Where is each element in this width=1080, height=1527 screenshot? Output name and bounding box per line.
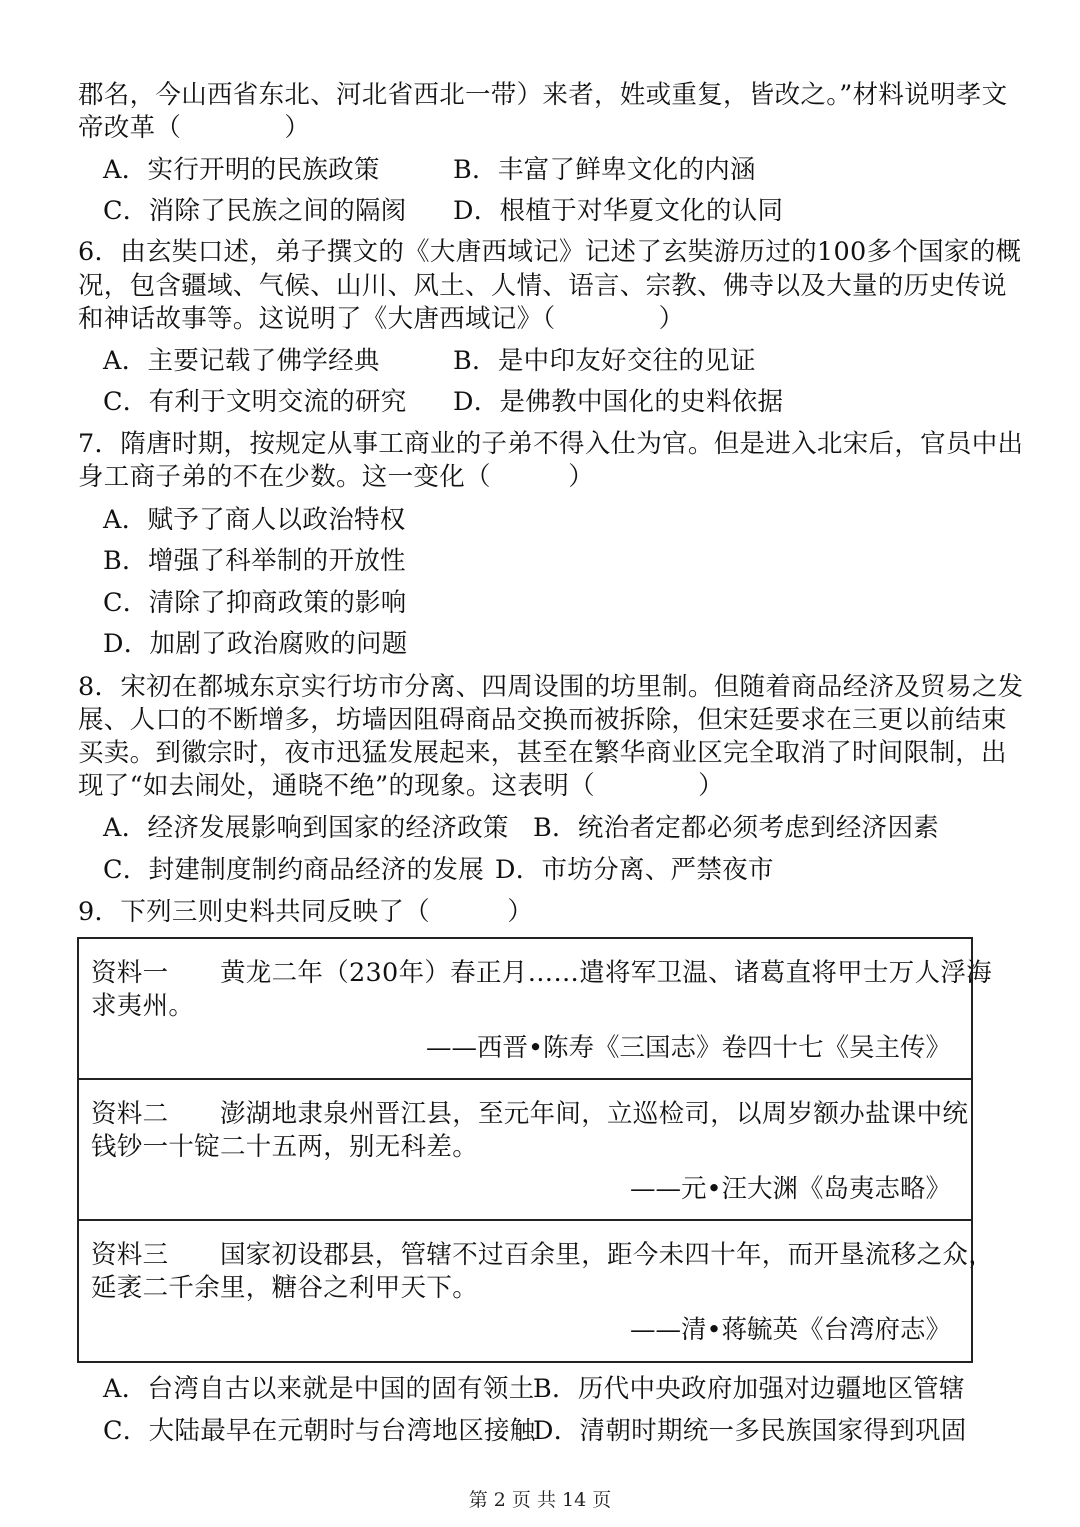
q7-option-c: C．清除了抑商政策的影响	[103, 588, 407, 618]
q5-option-a: A．实行开明的民族政策	[103, 155, 380, 185]
q9-source-3-line-2: 延袤二千余里，糖谷之利甲天下。	[91, 1273, 479, 1303]
q8-option-d: D．市坊分离、严禁夜市	[495, 855, 774, 885]
q9-source-1-line-2: 求夷州。	[91, 991, 195, 1021]
q9-source-3	[79, 1221, 995, 1361]
q8-stem-line-3: 买卖。到徽宗时，夜市迅猛发展起来，甚至在繁华商业区完全取消了时间限制，出	[78, 738, 1007, 768]
q6-stem-line-2: 况，包含疆域、气候、山川、风土、人情、语言、宗教、佛寺以及大量的历史传说	[78, 271, 1007, 301]
q9-source-1-line-1: 资料一 黄龙二年（230年）春正月……遣将军卫温、诸葛直将甲士万人浮海	[91, 958, 992, 988]
q9-option-d: D．清朝时期统一多民族国家得到巩固	[533, 1416, 967, 1446]
q8-stem-line-4: 现了“如去闹处，通晓不绝”的现象。这表明（ ）	[78, 771, 724, 801]
q9-source-1-citation: ——西晋•陈寿《三国志》卷四十七《吴主传》	[425, 1033, 951, 1063]
q5-option-b: B．丰富了鲜卑文化的内涵	[453, 155, 756, 185]
q9-sources-table	[77, 937, 995, 1363]
q9-source-2-line-1: 资料二 澎湖地隶泉州晋江县，至元年间，立巡检司，以周岁额办盐课中统	[91, 1099, 969, 1129]
q9-source-3-line-1: 资料三 国家初设郡县，管辖不过百余里，距今未四十年，而开垦流移之众，	[91, 1240, 995, 1270]
q6-stem-line-1: 6．由玄奘口述，弟子撰文的《大唐西域记》记述了玄奘游历过的100多个国家的概	[78, 237, 1022, 267]
q9-option-b: B．历代中央政府加强对边疆地区管辖	[533, 1374, 965, 1404]
q9-option-c: C．大陆最早在元朝时与台湾地区接触	[103, 1416, 536, 1446]
q5-option-d: D．根植于对华夏文化的认同	[453, 196, 784, 226]
q7-option-d: D．加剧了政治腐败的问题	[103, 629, 408, 659]
q6-option-a: A．主要记载了佛学经典	[103, 346, 380, 376]
q5-option-c: C．消除了民族之间的隔阂	[103, 196, 407, 226]
q9-source-1	[79, 939, 992, 1080]
q7-option-a: A．赋予了商人以政治特权	[103, 505, 406, 535]
page-footer: 第 2 页 共 14 页	[468, 1489, 612, 1511]
q9-stem: 9．下列三则史料共同反映了（ ）	[78, 897, 534, 927]
q5-stem-line-2: 帝改革（ ）	[78, 113, 311, 143]
q7-option-b: B．增强了科举制的开放性	[103, 546, 406, 576]
q5-stem-line-1: 郡名，今山西省东北、河北省西北一带）来者，姓或重复，皆改之。”材料说明孝文	[78, 80, 1008, 110]
q7-stem-line-1: 7．隋唐时期，按规定从事工商业的子弟不得入仕为官。但是进入北宋后，官员中出	[78, 429, 1024, 459]
q6-option-b: B．是中印友好交往的见证	[453, 346, 756, 376]
q7-stem-line-2: 身工商子弟的不在少数。这一变化（ ）	[78, 462, 595, 492]
q8-option-c: C．封建制度制约商品经济的发展	[103, 855, 485, 885]
q9-option-a: A．台湾自古以来就是中国的固有领土	[103, 1374, 535, 1404]
q9-source-3-citation: ——清•蒋毓英《台湾府志》	[629, 1315, 951, 1345]
q8-option-b: B．统治者定都必须考虑到经济因素	[533, 813, 940, 843]
q6-option-d: D．是佛教中国化的史料依据	[453, 387, 784, 417]
q6-option-c: C．有利于文明交流的研究	[103, 387, 407, 417]
q8-stem-line-2: 展、人口的不断增多，坊墙因阻碍商品交换而被拆除，但宋廷要求在三更以前结束	[78, 705, 1007, 735]
q8-option-a: A．经济发展影响到国家的经济政策	[103, 813, 509, 843]
q6-stem-line-3: 和神话故事等。这说明了《大唐西域记》（ ）	[78, 304, 685, 334]
q9-source-2-citation: ——元•汪大渊《岛夷志略》	[629, 1174, 951, 1204]
q8-stem-line-1: 8．宋初在都城东京实行坊市分离、四周设围的坊里制。但随着商品经济及贸易之发	[78, 672, 1024, 702]
q9-source-2	[79, 1080, 971, 1221]
q9-source-2-line-2: 钱钞一十锭二十五两，别无科差。	[91, 1132, 479, 1162]
